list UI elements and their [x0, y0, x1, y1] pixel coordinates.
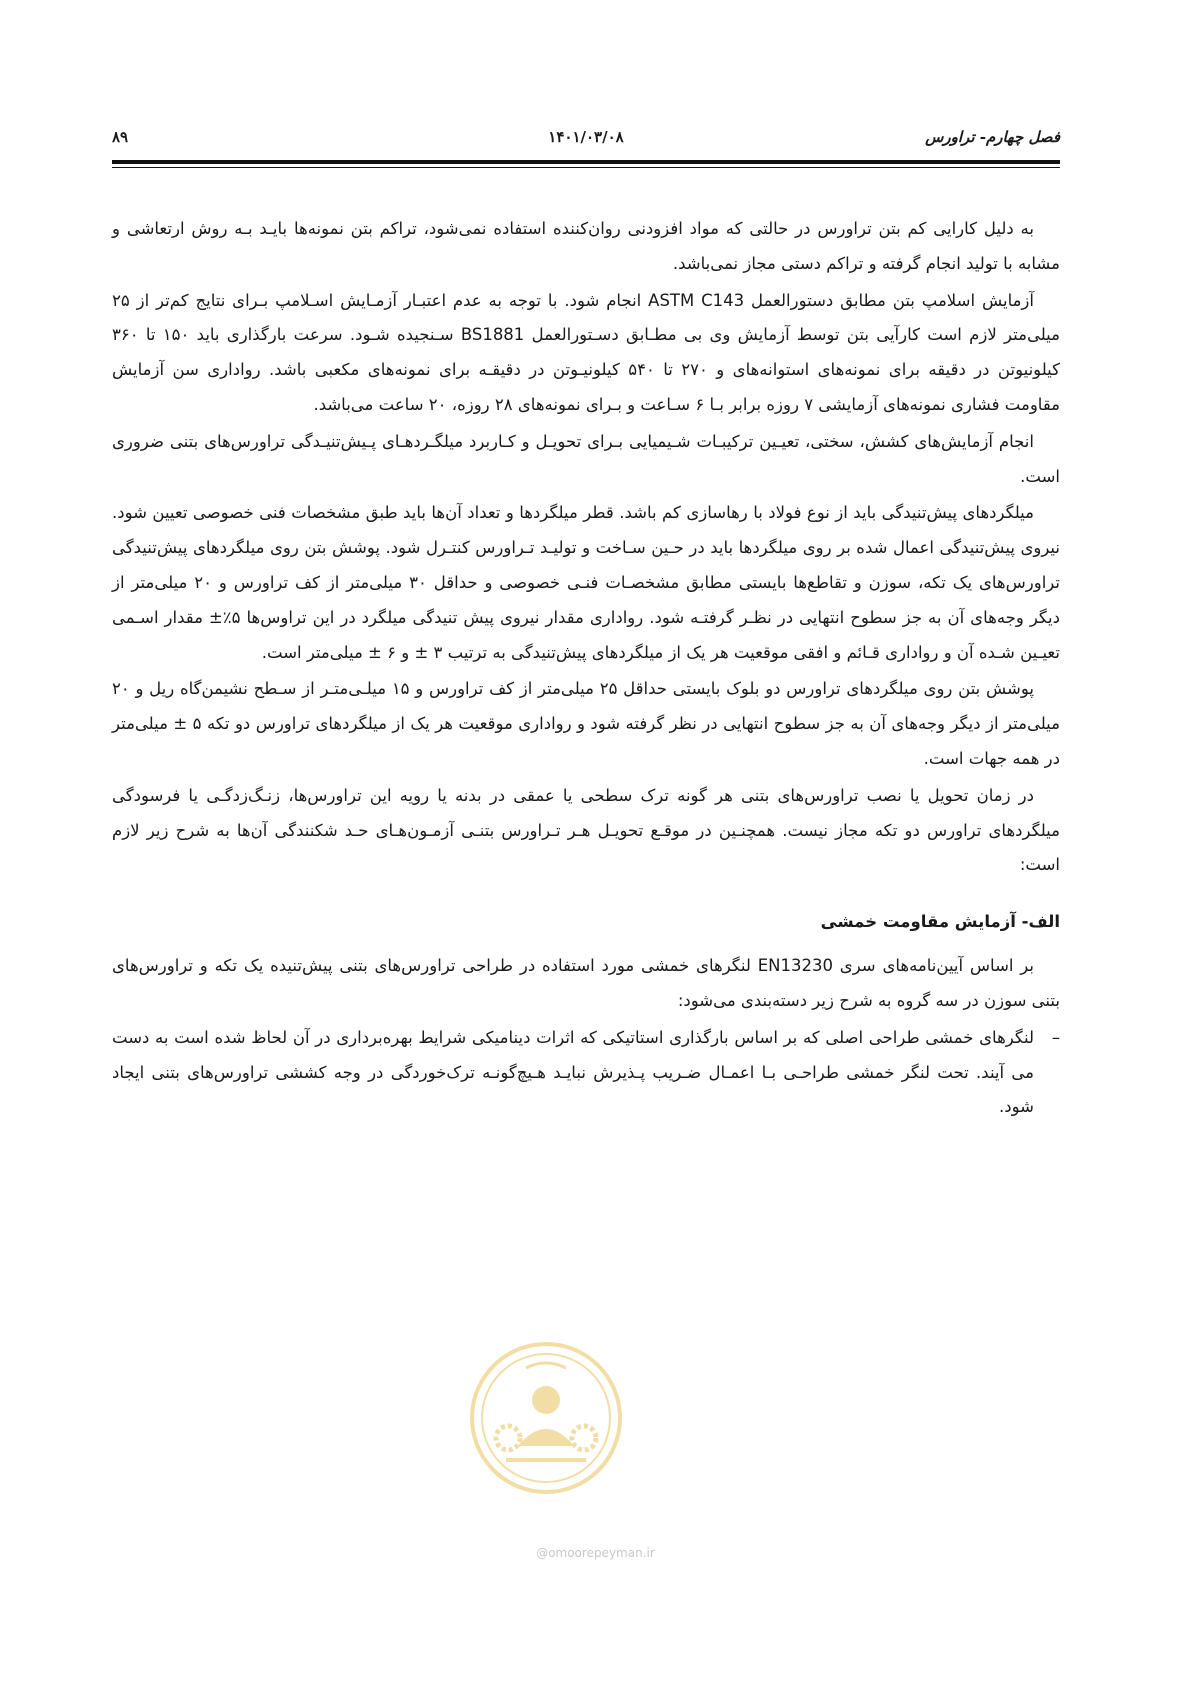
watermark-site: @omoorepeyman.ir: [536, 1546, 655, 1560]
page-header: [112, 128, 1060, 154]
section-intro: بر اساس آیین‌نامه‌های سری EN13230 لنگرهای خمشی مورد استفاده در طراحی تراورس‌های بتنی پیش‌تنیده یک تکه و تراورس‌های بتنی سوزن در سه گروه به شرح زیر دسته‌بندی می‌شود:: [112, 956, 1060, 1010]
header-rule-thin: [112, 167, 1060, 168]
list-item-text: لنگرهای خمشی طراحی اصلی که بر اساس بارگذاری استاتیکی که اثرات دینامیکی شرایط بهره‌برداری در آن لحاظ شده است به دست می آیند. تحت لنگر خمشی طراحـی بـا اعمـال ضـریب پـذیرش نبایـد هـیچ‌گونـه ترک‌خوردگی در وجه کششی تراورس‌های بتنی ایجاد شود.: [112, 1027, 1034, 1117]
paragraph: آزمایش اسلامپ بتن مطابق دستورالعمل ASTM C143 انجام شود. با توجه به عدم اعتبـار آزمـایش اسـلامپ بـرای نتایج کم‌تر از ۲۵ میلی‌متر لازم است کارآیی بتن توسط آزمایش وی بی مطـابق دسـتورالعمل BS1881 سـنجیده شـود. سرعت بارگذاری باید ۱۵۰ تا ۳۶۰ کیلونیوتن در دقیقه برای نمونه‌های استوانه‌های و ۲۷۰ تا ۵۴۰ کیلونیـوتن در دقیقـه برای نمونه‌های مکعبی باشد. رواداری سن آزمایش مقاومت فشاری نمونه‌های آزمایشی ۷ روزه برابر بـا ۶ سـاعت و بـرای نمونه‌های ۲۸ روزه، ۲۰ ساعت می‌باشد.: [112, 290, 1061, 414]
watermark-logo-icon: [466, 1338, 626, 1498]
paragraph: انجام آزمایش‌های کشش، سختی، تعیـین ترکیبـات شـیمیایی بـرای تحویـل و کـاربرد میلگـردهـای پـیش‌تنیـدگی تراورس‌های بتنی ضروری است.: [112, 431, 1060, 486]
body-text: [112, 212, 1060, 1125]
bullet-dash: –: [1051, 1027, 1060, 1047]
bullet-list: [112, 1021, 1060, 1125]
paragraph: میلگردهای پیش‌تنیدگی باید از نوع فولاد با رهاسازی کم باشد. قطر میلگردها و تعداد آن‌ها باید طبق مشخصات فنی خصوصی تعیین شود. نیروی پیش‌تنیدگی اعمال شده بر روی میلگردها باید در حـین سـاخت و تولیـد تـراورس کنتـرل شود. پوشش بتن روی میلگردهای پیش‌تنیدگی تراورس‌های یک تکه، سوزن و تقاطع‌ها بایستی مطابق مشخصـات فنـی خصوصی و حداقل ۳۰ میلی‌متر از کف تراورس و ۲۰ میلی‌متر از دیگر وجه‌های آن به جز سطوح انتهایی در نظـر گرفتـه شود. رواداری مقدار نیروی پیش تنیدگی میلگرد در این تراوس‌ها ۵٪± مقدار اسـمی تعیـین شـده آن و رواداری قـائم و افقی موقعیت هر یک از میلگردهای پیش‌تنیدگی به ترتیب ۳ ± و ۶ ± میلی‌متر است.: [112, 503, 1060, 662]
paragraph: در زمان تحویل یا نصب تراورس‌های بتنی هر گونه ترک سطحی یا عمقی در بدنه یا رویه این تراورس‌ها، زنـگ‌زدگـی یا فرسودگی میلگردهای تراورس دو تکه مجاز نیست. همچنـین در موقـع تحویـل هـر تـراورس بتنـی آزمـون‌هـای حـد شکنندگی آن‌ها به شرح زیر لازم است:: [112, 785, 1060, 875]
header-date: ۱۴۰۱/۰۳/۰۸: [548, 128, 624, 146]
header-rule-thick: [112, 160, 1060, 164]
page-number: ۸۹: [112, 128, 129, 146]
paragraph: پوشش بتن روی میلگردهای تراورس دو بلوک بایستی حداقل ۲۵ میلی‌متر از کف تراورس و ۱۵ میلـی‌متـر از سـطح نشیمن‌گاه ریل و ۲۰ میلی‌متر از دیگر وجه‌های آن به جز سطوح انتهایی در نظر گرفته شود و رواداری موقعیت هر یک از میلگردهای تراورس دو تکه ۵ ± میلی‌متر در همه جهات است.: [112, 679, 1060, 768]
section-heading: الف- آزمایش مقاومت خمشی: [820, 912, 1060, 932]
list-item: [112, 1021, 1060, 1125]
paragraph: به دلیل کارایی کم بتن تراورس در حالتی که مواد افزودنی روان‌کننده استفاده نمی‌شود، تراکم بتن نمونه‌ها بایـد بـه روش ارتعاشی و مشابه با تولید انجام گرفته و تراکم دستی مجاز نمی‌باشد.: [112, 219, 1060, 273]
chapter-title: فصل چهارم- تراورس: [925, 128, 1060, 146]
